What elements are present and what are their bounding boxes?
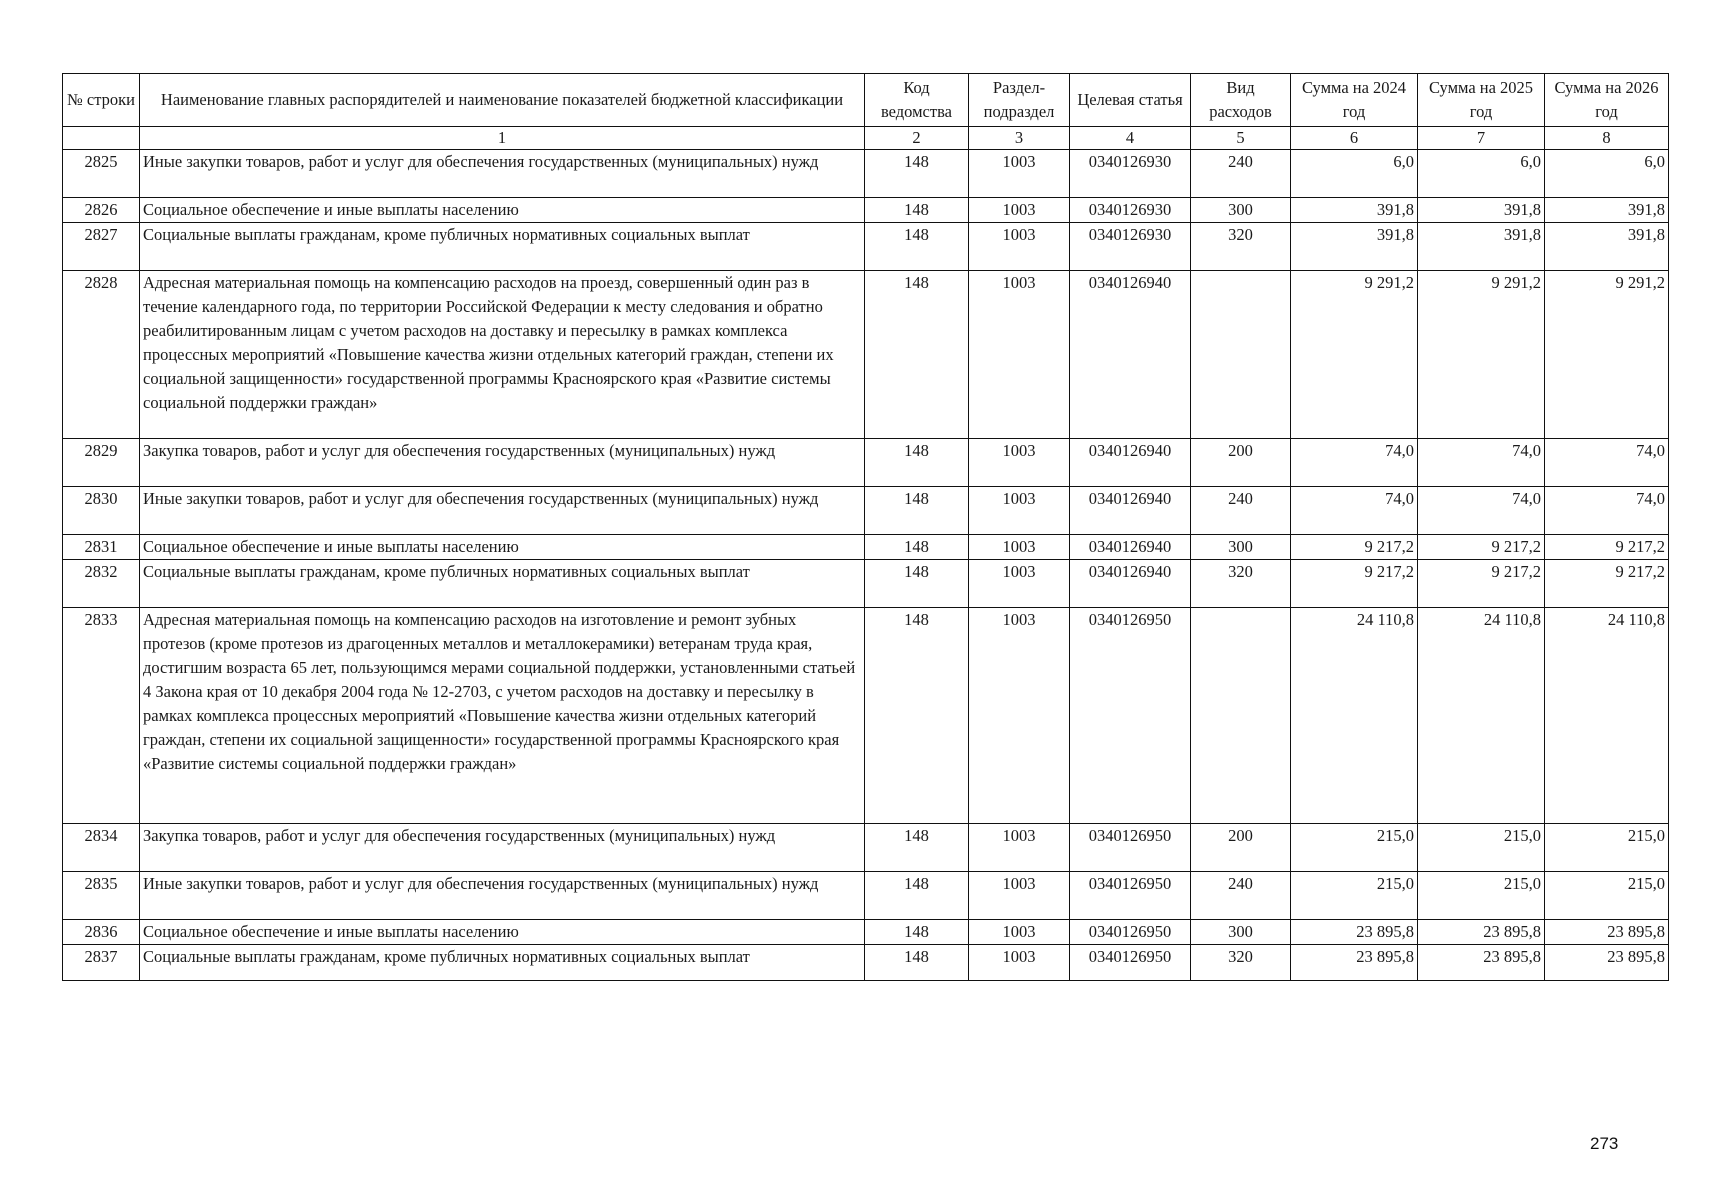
- row-number-cell: 2835: [63, 872, 140, 920]
- header-name: Наименование главных распорядителей и наименование показателей бюджетной классификации: [140, 74, 865, 127]
- dept-code-cell: 148: [865, 945, 969, 981]
- name-cell: Иные закупки товаров, работ и услуг для обеспечения государственных (муниципальных) нужд: [140, 872, 865, 920]
- name-cell: Закупка товаров, работ и услуг для обеспечения государственных (муниципальных) нужд: [140, 824, 865, 872]
- name-cell: Социальное обеспечение и иные выплаты населению: [140, 198, 865, 223]
- name-cell: Адресная материальная помощь на компенсацию расходов на проезд, совершенный один раз в течение календарного года, по территории Российской Федерации к месту следования и обратно реабилитированным лицам с учетом расходов на доставку и пересылку в рамках комплекса процессных мероприятий «Повышение качества жизни отдельных категорий граждан, степени их социальной защищенности» государственной программы Красноярского края «Развитие системы социальной поддержки граждан»: [140, 271, 865, 439]
- dept-code-cell: 148: [865, 198, 969, 223]
- target-cell: 0340126950: [1070, 945, 1191, 981]
- target-cell: 0340126940: [1070, 560, 1191, 608]
- header-expense-type: Вид расходов: [1191, 74, 1291, 127]
- target-cell: 0340126940: [1070, 487, 1191, 535]
- section-cell: 1003: [969, 198, 1070, 223]
- expense-type-cell: 200: [1191, 824, 1291, 872]
- dept-code-cell: 148: [865, 920, 969, 945]
- sum-2024-cell: 391,8: [1291, 198, 1418, 223]
- section-cell: 1003: [969, 271, 1070, 439]
- sum-2026-cell: 74,0: [1545, 487, 1669, 535]
- expense-type-cell: 300: [1191, 920, 1291, 945]
- column-number-row: [63, 127, 1669, 150]
- expense-type-cell: 240: [1191, 150, 1291, 198]
- sum-2026-cell: 9 291,2: [1545, 271, 1669, 439]
- target-cell: 0340126940: [1070, 271, 1191, 439]
- section-cell: 1003: [969, 945, 1070, 981]
- sum-2025-cell: 9 217,2: [1418, 535, 1545, 560]
- sum-2025-cell: 6,0: [1418, 150, 1545, 198]
- table-row: [63, 872, 1669, 920]
- sum-2024-cell: 9 217,2: [1291, 560, 1418, 608]
- table-row: [63, 223, 1669, 271]
- expense-type-cell: 320: [1191, 560, 1291, 608]
- dept-code-cell: 148: [865, 487, 969, 535]
- table-row: [63, 560, 1669, 608]
- name-cell: Иные закупки товаров, работ и услуг для обеспечения государственных (муниципальных) нужд: [140, 150, 865, 198]
- column-number: 7: [1418, 127, 1545, 150]
- name-cell: Закупка товаров, работ и услуг для обеспечения государственных (муниципальных) нужд: [140, 439, 865, 487]
- target-cell: 0340126940: [1070, 535, 1191, 560]
- section-cell: 1003: [969, 560, 1070, 608]
- sum-2024-cell: 74,0: [1291, 487, 1418, 535]
- dept-code-cell: 148: [865, 608, 969, 824]
- table-row: [63, 487, 1669, 535]
- expense-type-cell: 240: [1191, 872, 1291, 920]
- sum-2025-cell: 215,0: [1418, 872, 1545, 920]
- column-number: 2: [865, 127, 969, 150]
- sum-2024-cell: 215,0: [1291, 824, 1418, 872]
- target-cell: 0340126950: [1070, 872, 1191, 920]
- row-number-cell: 2836: [63, 920, 140, 945]
- target-cell: 0340126930: [1070, 223, 1191, 271]
- name-cell: Социальное обеспечение и иные выплаты населению: [140, 535, 865, 560]
- expense-type-cell: 300: [1191, 198, 1291, 223]
- sum-2024-cell: 391,8: [1291, 223, 1418, 271]
- name-cell: Социальные выплаты гражданам, кроме публичных нормативных социальных выплат: [140, 223, 865, 271]
- target-cell: 0340126950: [1070, 920, 1191, 945]
- row-number-cell: 2834: [63, 824, 140, 872]
- header-target: Целевая статья: [1070, 74, 1191, 127]
- expense-type-cell: 200: [1191, 439, 1291, 487]
- column-number: 6: [1291, 127, 1418, 150]
- sum-2024-cell: 215,0: [1291, 872, 1418, 920]
- name-cell: Социальное обеспечение и иные выплаты населению: [140, 920, 865, 945]
- sum-2024-cell: 23 895,8: [1291, 920, 1418, 945]
- sum-2026-cell: 391,8: [1545, 223, 1669, 271]
- dept-code-cell: 148: [865, 223, 969, 271]
- column-number: 1: [140, 127, 865, 150]
- column-number: 8: [1545, 127, 1669, 150]
- row-number-cell: 2831: [63, 535, 140, 560]
- dept-code-cell: 148: [865, 560, 969, 608]
- name-cell: Адресная материальная помощь на компенсацию расходов на изготовление и ремонт зубных протезов (кроме протезов из драгоценных металлов и металлокерамики) ветеранам труда края, достигшим возраста 65 лет, пользующимся мерами социальной поддержки, установленными статьей 4 Закона края от 10 декабря 2004 года № 12-2703, с учетом расходов на доставку и пересылку в рамках комплекса процессных мероприятий «Повышение качества жизни отдельных категорий граждан, степени их социальной защищенности» государственной программы Красноярского края «Развитие системы социальной поддержки граждан»: [140, 608, 865, 824]
- header-row-no: № строки: [63, 74, 140, 127]
- expense-type-cell: 320: [1191, 223, 1291, 271]
- expense-type-cell: [1191, 608, 1291, 824]
- sum-2025-cell: 9 291,2: [1418, 271, 1545, 439]
- section-cell: 1003: [969, 223, 1070, 271]
- row-number-cell: 2829: [63, 439, 140, 487]
- expense-type-cell: [1191, 271, 1291, 439]
- dept-code-cell: 148: [865, 535, 969, 560]
- header-sum-2025: Сумма на 2025 год: [1418, 74, 1545, 127]
- expense-type-cell: 300: [1191, 535, 1291, 560]
- dept-code-cell: 148: [865, 824, 969, 872]
- sum-2026-cell: 24 110,8: [1545, 608, 1669, 824]
- sum-2024-cell: 9 291,2: [1291, 271, 1418, 439]
- sum-2026-cell: 9 217,2: [1545, 535, 1669, 560]
- sum-2024-cell: 23 895,8: [1291, 945, 1418, 981]
- row-number-cell: 2837: [63, 945, 140, 981]
- section-cell: 1003: [969, 920, 1070, 945]
- dept-code-cell: 148: [865, 439, 969, 487]
- header-dept-code: Код ведомства: [865, 74, 969, 127]
- table-row: [63, 198, 1669, 223]
- row-number-cell: 2826: [63, 198, 140, 223]
- header-row: [63, 74, 1669, 127]
- sum-2025-cell: 23 895,8: [1418, 920, 1545, 945]
- sum-2026-cell: 23 895,8: [1545, 920, 1669, 945]
- target-cell: 0340126940: [1070, 439, 1191, 487]
- dept-code-cell: 148: [865, 271, 969, 439]
- sum-2025-cell: 24 110,8: [1418, 608, 1545, 824]
- table-row: [63, 271, 1669, 439]
- section-cell: 1003: [969, 824, 1070, 872]
- target-cell: 0340126950: [1070, 824, 1191, 872]
- sum-2026-cell: 215,0: [1545, 872, 1669, 920]
- sum-2024-cell: 74,0: [1291, 439, 1418, 487]
- sum-2024-cell: 9 217,2: [1291, 535, 1418, 560]
- table-row: [63, 920, 1669, 945]
- section-cell: 1003: [969, 608, 1070, 824]
- section-cell: 1003: [969, 439, 1070, 487]
- dept-code-cell: 148: [865, 150, 969, 198]
- header-sum-2026: Сумма на 2026 год: [1545, 74, 1669, 127]
- row-number-cell: 2830: [63, 487, 140, 535]
- target-cell: 0340126950: [1070, 608, 1191, 824]
- target-cell: 0340126930: [1070, 150, 1191, 198]
- expense-type-cell: 240: [1191, 487, 1291, 535]
- expense-type-cell: 320: [1191, 945, 1291, 981]
- column-number: 5: [1191, 127, 1291, 150]
- sum-2025-cell: 74,0: [1418, 487, 1545, 535]
- sum-2026-cell: 391,8: [1545, 198, 1669, 223]
- dept-code-cell: 148: [865, 872, 969, 920]
- sum-2026-cell: 23 895,8: [1545, 945, 1669, 981]
- row-number-cell: 2825: [63, 150, 140, 198]
- page-number: 273: [1590, 1134, 1619, 1153]
- sum-2025-cell: 74,0: [1418, 439, 1545, 487]
- row-number-cell: 2832: [63, 560, 140, 608]
- section-cell: 1003: [969, 872, 1070, 920]
- table-row: [63, 824, 1669, 872]
- sum-2025-cell: 9 217,2: [1418, 560, 1545, 608]
- table-row: [63, 535, 1669, 560]
- name-cell: Социальные выплаты гражданам, кроме публичных нормативных социальных выплат: [140, 945, 865, 981]
- section-cell: 1003: [969, 150, 1070, 198]
- row-number-cell: 2827: [63, 223, 140, 271]
- column-number: 3: [969, 127, 1070, 150]
- column-number: 4: [1070, 127, 1191, 150]
- row-number-cell: 2833: [63, 608, 140, 824]
- target-cell: 0340126930: [1070, 198, 1191, 223]
- table-row: [63, 439, 1669, 487]
- sum-2024-cell: 24 110,8: [1291, 608, 1418, 824]
- sum-2026-cell: 6,0: [1545, 150, 1669, 198]
- header-section: Раздел-подраздел: [969, 74, 1070, 127]
- sum-2025-cell: 23 895,8: [1418, 945, 1545, 981]
- table-row: [63, 945, 1669, 981]
- budget-table: [62, 73, 1669, 981]
- sum-2025-cell: 391,8: [1418, 198, 1545, 223]
- name-cell: Социальные выплаты гражданам, кроме публичных нормативных социальных выплат: [140, 560, 865, 608]
- column-number: [63, 127, 140, 150]
- section-cell: 1003: [969, 487, 1070, 535]
- sum-2025-cell: 391,8: [1418, 223, 1545, 271]
- name-cell: Иные закупки товаров, работ и услуг для обеспечения государственных (муниципальных) нужд: [140, 487, 865, 535]
- sum-2024-cell: 6,0: [1291, 150, 1418, 198]
- table-row: [63, 608, 1669, 824]
- sum-2026-cell: 9 217,2: [1545, 560, 1669, 608]
- row-number-cell: 2828: [63, 271, 140, 439]
- header-sum-2024: Сумма на 2024 год: [1291, 74, 1418, 127]
- section-cell: 1003: [969, 535, 1070, 560]
- sum-2026-cell: 74,0: [1545, 439, 1669, 487]
- sum-2025-cell: 215,0: [1418, 824, 1545, 872]
- table-row: [63, 150, 1669, 198]
- sum-2026-cell: 215,0: [1545, 824, 1669, 872]
